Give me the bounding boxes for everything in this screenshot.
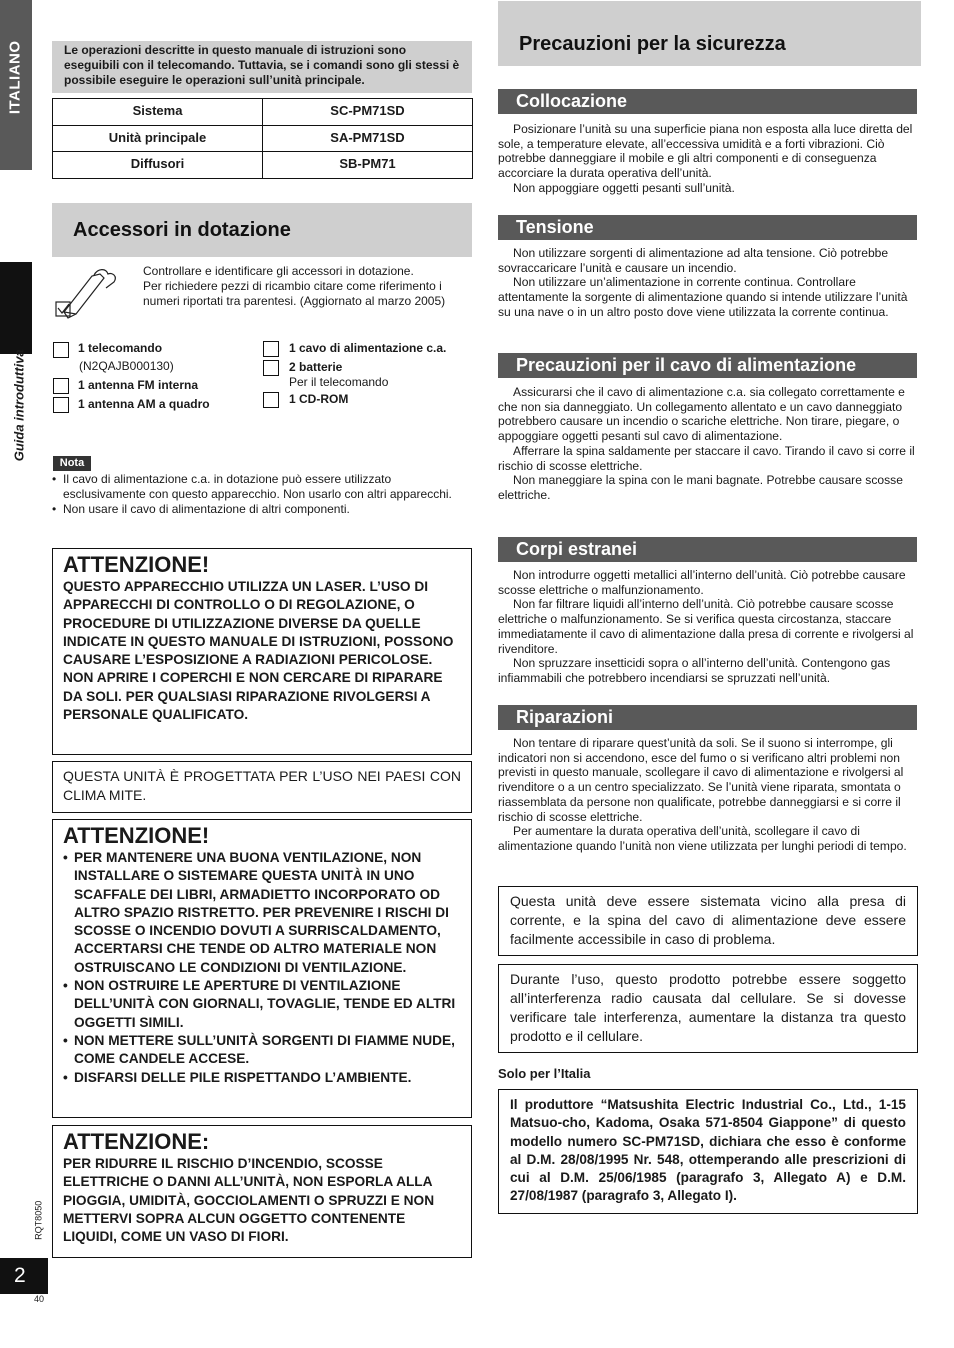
intro-note: Le operazioni descritte in questo manuale di istruzioni sono eseguibili con il telecomando. Tuttavia, se i comandi sono gli stessi è possibile eseguire le operazioni sull’unità principale. xyxy=(52,41,472,93)
table-cell: Unità principale xyxy=(53,125,263,152)
moisture-warning-box xyxy=(52,1125,472,1258)
warning-body: QUESTO APPARECCHIO UTILIZZA UN LASER. L’USO DI APPARECCHI DI CONTROLLO O DI REGOLAZIONE, O PROCEDURE DI UTILIZZAZIONE DIVERSE DA QUELLE INDICATE IN QUESTO MANUALE DI ISTRUZIONI, POSSONO CAUSARE L’ESPOSIZIONE A RADIAZIONI PERICOLOSE. NON APRIRE I COPERCHI E NON CERCARE DI RIPARARE DA SOLI. PER QUALSIASI RIPARAZIONE RIVOLGERSI A PERSONALE QUALIFICATO. xyxy=(63,579,454,723)
warning-title: ATTENZIONE: xyxy=(63,1129,210,1154)
warning-list xyxy=(63,849,461,1087)
nota-list xyxy=(52,472,472,516)
accessory-label: 2 batterie xyxy=(289,360,343,374)
table-row xyxy=(53,99,473,126)
warning-title: ATTENZIONE! xyxy=(63,552,210,577)
climate-box: QUESTA UNITÀ È PROGETTATA PER L’USO NEI PAESI CON CLIMA MITE. xyxy=(52,761,472,813)
safety-heading xyxy=(498,1,921,66)
page-number-small: 40 xyxy=(34,1294,45,1304)
list-item: • PER MANTENERE UNA BUONA VENTILAZIONE, NON INSTALLARE O SISTEMARE QUESTA UNITÀ IN UNO SCAFFALE DEI LIBRI, ARMADIETTO INCORPORATO OD ALTRO SPAZIO RISTRETTO. PER PREVENIRE I RISCHI DI SCOSSE O INCENDIO DOVUTI A SURRISCALDAMENTO, ACCERTARSI CHE TENDE OD ALTRO MATERIALE NON OSTRUISCANO LE CONDIZIONI DI VENTILAZIONE. xyxy=(63,849,461,977)
table-row xyxy=(53,152,473,179)
page-number: 2 xyxy=(0,1258,48,1294)
checkbox[interactable] xyxy=(263,360,279,376)
table-cell: SB-PM71 xyxy=(263,152,473,179)
section-body-cavo xyxy=(498,385,918,503)
accessory-item xyxy=(53,378,263,397)
checkbox[interactable] xyxy=(53,342,69,358)
accessory-label: 1 cavo di alimentazione c.a. xyxy=(289,341,447,355)
check-text: Controllare e identificare gli accessori in dotazione. xyxy=(143,264,414,278)
paragraph: Posizionare l’unità su una superficie piana non esposta alla luce diretta del sole, a temperature elevate, all’eccessiva umidità e a forti vibrazioni. Ciò potrebbe danneggiare il mobile e gli altri componenti e di conseguenza accorciare la durata operativa dell’unità. xyxy=(498,122,913,181)
interference-box: Durante l’uso, questo prodotto potrebbe essere soggetto all’interferenza radio causata dal cellulare. Se si dovesse verificare tale interferenza, aumentare la distanza tra questo prodotto e il cellulare. xyxy=(498,964,918,1053)
ventilation-warning-box xyxy=(52,819,472,1118)
accessory-label: 1 antenna FM interna xyxy=(78,378,199,392)
paragraph: Non utilizzare sorgenti di alimentazione ad alta tensione. Ciò potrebbe sovraccaricare l’unità e causare un incendio. xyxy=(498,246,889,275)
list-item: • NON OSTRUIRE LE APERTURE DI VENTILAZIONE DELL’UNITÀ CON GIORNALI, TOVAGLIE, TENDE ED ALTRI OGGETTI SIMILI. xyxy=(63,977,461,1032)
checkbox[interactable] xyxy=(263,341,279,357)
warning-body: PER RIDURRE IL RISCHIO D’INCENDIO, SCOSSE ELETTRICHE O DANNI ALL’UNITÀ, NON ESPORLA ALLA PIOGGIA, UMIDITÀ, GOCCIOLAMENTI O SPRUZZI E NON METTERVI SOPRA ALCUN OGGETTO CONTENENTE LIQUIDI, COME UN VASO DI FIORI. xyxy=(63,1156,435,1245)
warning-title: ATTENZIONE! xyxy=(63,823,210,848)
outlet-box: Questa unità deve essere sistemata vicino alla presa di corrente, e la spina del cavo di alimentazione deve essere facilmente accessibile in caso di problema. xyxy=(498,886,918,956)
list-item: • Il cavo di alimentazione c.a. in dotazione può essere utilizzato esclusivamente con questo apparecchio. Non usarlo con altri apparecchi. xyxy=(52,472,472,502)
section-body-collocazione xyxy=(498,122,918,196)
section-body-tensione xyxy=(498,246,918,320)
checkbox[interactable] xyxy=(53,378,69,394)
section-body-riparazioni xyxy=(498,736,918,854)
paragraph: Non appoggiare oggetti pesanti sull’unità. xyxy=(513,180,735,195)
accessory-label: 1 telecomando xyxy=(78,341,163,355)
section-header-corpi-estranei: Corpi estranei xyxy=(498,537,917,562)
section-label: Guida introduttiva xyxy=(11,349,27,462)
accessories-list-left xyxy=(53,341,263,416)
nota-badge: Nota xyxy=(53,456,91,471)
pen-check-icon xyxy=(54,266,126,322)
accessory-item xyxy=(263,341,473,360)
section-header-riparazioni: Riparazioni xyxy=(498,705,917,730)
parts-text: Per richiedere pezzi di ricambio citare come riferimento i numeri riportati tra parentesi. (Aggiornato al marzo 2005) xyxy=(143,278,446,308)
list-item: • NON METTERE SULL’UNITÀ SORGENTI DI FIAMME NUDE, COME CANDELE ACCESE. xyxy=(63,1032,461,1069)
accessory-item xyxy=(53,341,263,378)
list-item: • DISFARSI DELLE PILE RISPETTANDO L’AMBIENTE. xyxy=(63,1069,461,1087)
paragraph: Non utilizzare un’alimentazione in corrente continua. Controllare attentamente la sorgente di alimentazione quando si intende utilizzare l’unità su una nave o in un altro posto dove viene utilizzata la corrente continua. xyxy=(498,275,908,319)
paragraph: Afferrare la spina saldamente per staccare il cavo. Tirando il cavo si corre il rischio di scosse elettriche. xyxy=(498,443,915,473)
table-cell: SA-PM71SD xyxy=(263,125,473,152)
safety-heading-text: Precauzioni per la sicurezza xyxy=(519,33,786,55)
section-header-cavo: Precauzioni per il cavo di alimentazione xyxy=(498,353,917,378)
accessory-part-number: (N2QAJB000130) xyxy=(79,359,174,373)
paragraph: Non tentare di riparare quest’unità da soli. Se il suono si interrompe, gli indicatori non si accendono, esce del fumo o si verificano altri problemi non previsti in questo manuale, scollegare il cavo di alimentazione e rivolgersi al rivenditore o a un centro specializzato. Se l’unità viene riparata, smontata o riassemblata da persone non qualificate, potrebbe danneggiarsi e si corre il rischio di scosse elettriche. xyxy=(498,736,904,824)
section-header-collocazione: Collocazione xyxy=(498,89,917,114)
section-header-tensione: Tensione xyxy=(498,215,917,240)
accessories-intro xyxy=(143,264,473,308)
italy-declaration-box: Il produttore “Matsushita Electric Industrial Co., Ltd., 1-15 Matsuo-cho, Kadoma, Osaka 571-8504 Giappone” di questo modello numero SC-PM71SD, dichiara che esso è conforme al D.M. 28/08/1995 Nr. 548, ottemperando alle prescrizioni di cui al D.M. 25/06/1985 (paragrafo 3, Allegato A) e D.M. 27/08/1987 (paragrafo 3, Allegato I). xyxy=(498,1089,918,1214)
table-cell: Sistema xyxy=(53,99,263,126)
italy-label: Solo per l’Italia xyxy=(498,1066,591,1081)
accessory-sub: Per il telecomando xyxy=(289,375,389,389)
table-cell: Diffusori xyxy=(53,152,263,179)
language-label: ITALIANO xyxy=(6,40,24,115)
paragraph: Assicurarsi che il cavo di alimentazione c.a. sia collegato correttamente e che non sia danneggiato. Un collegamento allentato e un cavo danneggiato potrebbero causare un incendio o scariche elettriche. Non tirare, piegare, o appoggiare oggetti pesanti sul cavo di alimentazione. xyxy=(498,385,905,444)
doc-code: RQT8050 xyxy=(33,1200,44,1240)
laser-warning-box xyxy=(52,548,472,755)
table-cell: SC-PM71SD xyxy=(263,99,473,126)
section-body-corpi-estranei xyxy=(498,568,918,686)
paragraph: Non maneggiare la spina con le mani bagnate. Potrebbe causare scosse elettriche. xyxy=(498,473,903,502)
paragraph: Non spruzzare insetticidi sopra o all’interno dell’unità. Contengono gas infiammabili che potrebbero incendiarsi se spruzzati nell’unità. xyxy=(498,656,891,685)
accessory-item xyxy=(263,392,473,411)
system-table xyxy=(52,98,473,179)
accessories-heading: Accessori in dotazione xyxy=(52,203,472,257)
table-row xyxy=(53,125,473,152)
paragraph: Non introdurre oggetti metallici all’interno dell’unità. Ciò potrebbe causare scosse elettriche o malfunzionamento. xyxy=(498,568,906,597)
accessory-label: 1 CD-ROM xyxy=(289,392,349,406)
checkbox[interactable] xyxy=(263,392,279,408)
list-item: • Non usare il cavo di alimentazione di altri componenti. xyxy=(52,502,472,517)
paragraph: Per aumentare la durata operativa dell’unità, scollegare il cavo di alimentazione quando l’unità non viene utilizzata per lunghi periodi di tempo. xyxy=(498,824,907,853)
accessories-list-right xyxy=(263,341,473,411)
checkbox[interactable] xyxy=(53,397,69,413)
accessory-label: 1 antenna AM a quadro xyxy=(78,397,210,411)
accessory-item xyxy=(53,397,263,416)
language-tab xyxy=(0,0,32,170)
accessory-item xyxy=(263,360,473,392)
paragraph: Non far filtrare liquidi all’interno dell’unità. Ciò potrebbe causare scosse elettriche o malfunzionamento. Se si verifica questa circostanza, staccare immediatamente il cavo di alimentazione dalla presa di corrente e rivolgersi al rivenditore. xyxy=(498,597,914,656)
